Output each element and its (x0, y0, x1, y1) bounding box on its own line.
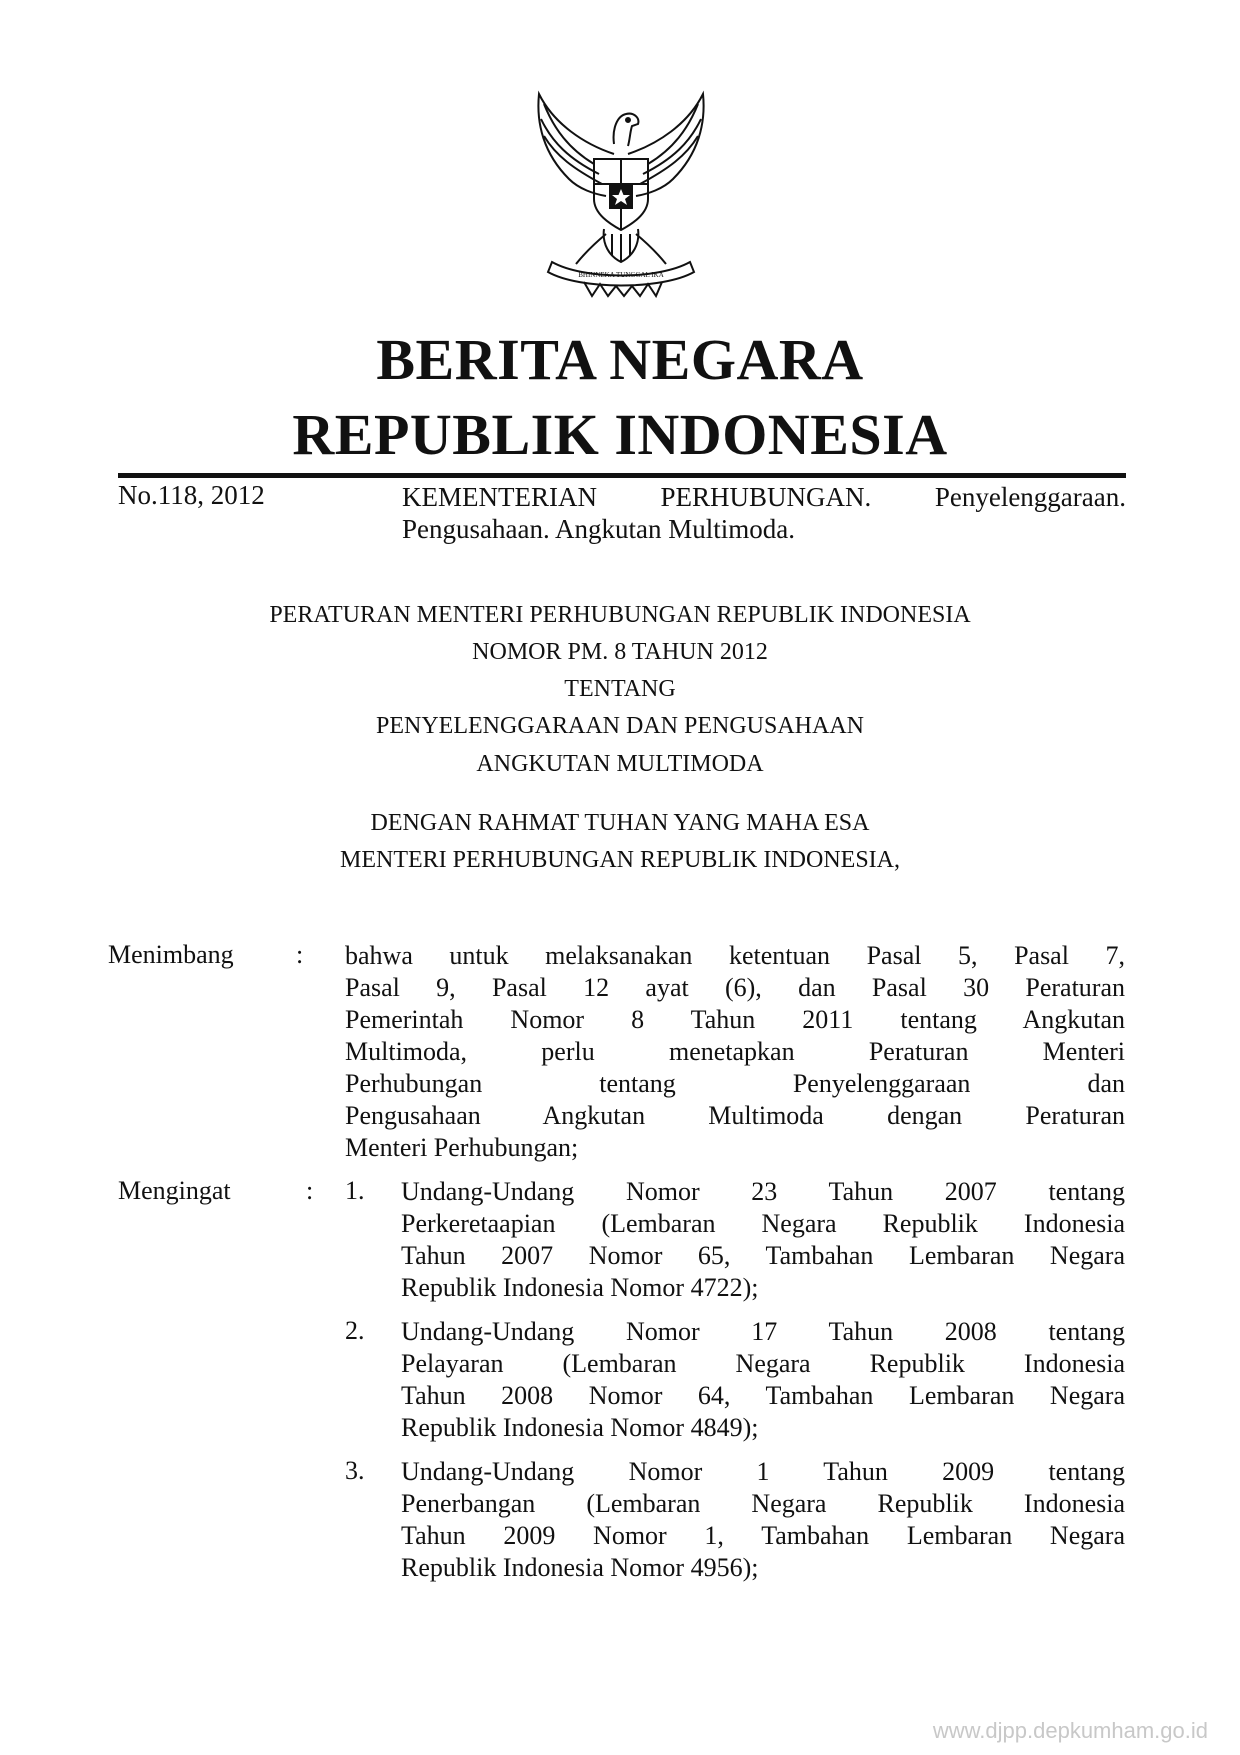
list-item-number: 2. (345, 1316, 365, 1345)
text-line: Pasal 9, Pasal 12 ayat (6), dan Pasal 30 Peraturan (345, 973, 1125, 1002)
gazette-number: No.118, 2012 (118, 480, 265, 510)
text-line: Perkeretaapian (Lembaran Negara Republik Indonesia (401, 1209, 1125, 1238)
text-line: Undang-Undang Nomor 23 Tahun 2007 tentang (401, 1177, 1125, 1206)
mengingat-label: Mengingat (118, 1176, 231, 1205)
text-line: Republik Indonesia Nomor 4722); (401, 1273, 759, 1302)
text-line: Republik Indonesia Nomor 4849); (401, 1413, 759, 1442)
text-line: Menteri Perhubungan; (345, 1133, 579, 1162)
text-line: Penerbangan (Lembaran Negara Republik Indonesia (401, 1489, 1125, 1518)
gazette-subject-line1: KEMENTERIAN PERHUBUNGAN. Penyelenggaraan. (402, 482, 1126, 512)
regulation-title-line4: PENYELENGGARAAN DAN PENGUSAHAAN (376, 713, 864, 739)
list-item (401, 1176, 1125, 1304)
menimbang-label: Menimbang (108, 940, 234, 969)
text-line: Republik Indonesia Nomor 4956); (401, 1553, 759, 1582)
text-line: Multimoda, perlu menetapkan Peraturan Menteri (345, 1037, 1125, 1066)
text-line: Undang-Undang Nomor 1 Tahun 2009 tentang (401, 1457, 1125, 1486)
preamble-line1: DENGAN RAHMAT TUHAN YANG MAHA ESA (370, 810, 870, 836)
header-divider (118, 473, 1126, 478)
text-line: Tahun 2009 Nomor 1, Tambahan Lembaran Negara (401, 1521, 1125, 1550)
text-line: Undang-Undang Nomor 17 Tahun 2008 tentang (401, 1317, 1125, 1346)
regulation-title-line5: ANGKUTAN MULTIMODA (476, 751, 764, 777)
gazette-subject-line2: Pengusahaan. Angkutan Multimoda. (402, 514, 795, 544)
list-item-number: 3. (345, 1456, 365, 1485)
regulation-title-line1: PERATURAN MENTERI PERHUBUNGAN REPUBLIK INDONESIA (269, 602, 971, 628)
text-line: Tahun 2008 Nomor 64, Tambahan Lembaran Negara (401, 1381, 1125, 1410)
mengingat-colon: : (306, 1176, 314, 1205)
regulation-title-line2: NOMOR PM. 8 TAHUN 2012 (472, 639, 768, 665)
text-line: bahwa untuk melaksanakan ketentuan Pasal 5, Pasal 7, (345, 941, 1125, 970)
garuda-emblem-icon (514, 84, 728, 298)
masthead-line2: REPUBLIK INDONESIA (292, 402, 948, 467)
text-line: Pengusahaan Angkutan Multimoda dengan Peraturan (345, 1101, 1125, 1130)
preamble-line2: MENTERI PERHUBUNGAN REPUBLIK INDONESIA, (340, 847, 900, 873)
menimbang-colon: : (296, 940, 304, 969)
list-item-number: 1. (345, 1176, 365, 1205)
text-line: Tahun 2007 Nomor 65, Tambahan Lembaran Negara (401, 1241, 1125, 1270)
source-watermark: www.djpp.depkumham.go.id (932, 1718, 1208, 1743)
list-item (401, 1316, 1125, 1444)
text-line: Pemerintah Nomor 8 Tahun 2011 tentang Angkutan (345, 1005, 1125, 1034)
emblem-motto: BHINNEKA TUNGGAL IKA (578, 271, 664, 279)
list-item (401, 1456, 1125, 1584)
text-line: Pelayaran (Lembaran Negara Republik Indonesia (401, 1349, 1125, 1378)
masthead-line1: BERITA NEGARA (376, 327, 864, 392)
menimbang-text (345, 940, 1125, 1164)
regulation-title-line3: TENTANG (564, 676, 676, 702)
text-line: Perhubungan tentang Penyelenggaraan dan (345, 1069, 1125, 1098)
